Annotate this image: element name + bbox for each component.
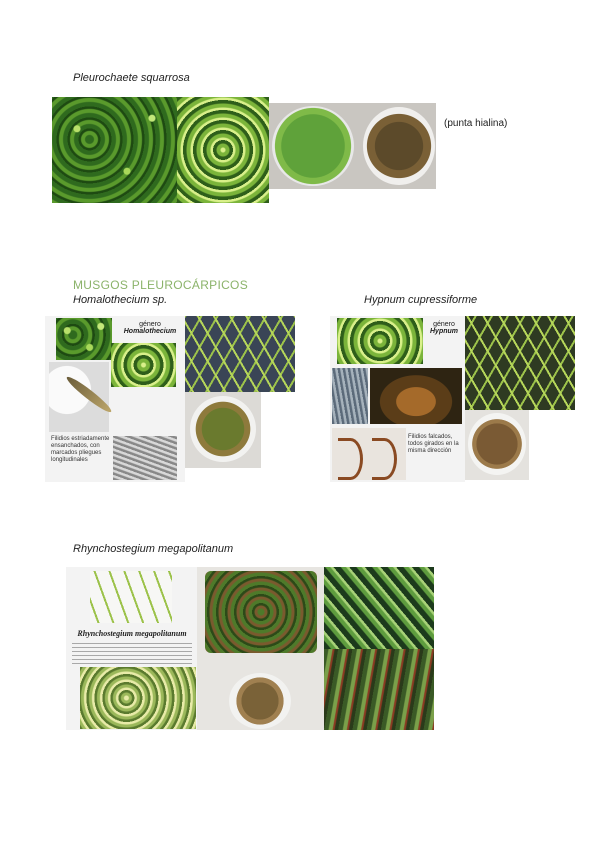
homalothecium-petri-dish <box>190 396 256 462</box>
hypnum-falcate-photo <box>370 368 462 424</box>
hypnum-card-photo-1 <box>337 318 423 364</box>
hypnum-card-genus <box>424 321 464 335</box>
rhynchostegium-card <box>66 567 197 730</box>
moss-photo-closeup <box>52 97 177 203</box>
homalothecium-frond-photo <box>185 316 295 392</box>
hypnum-dish-frame <box>465 410 529 480</box>
hypnum-frond-photo <box>465 316 575 410</box>
card-note: Filidios estriadamente ensanchados, con marcados pliegues longitudinales <box>51 436 110 463</box>
petri-dish-green <box>272 106 354 186</box>
leaf-shape <box>64 374 114 416</box>
rhynchostegium-tray <box>205 571 317 653</box>
hypnum-card-note: Filidios falcados, todos girados en la misma dirección <box>408 434 459 454</box>
moss-photo-rosettes <box>177 97 269 203</box>
homalothecium-dish-frame <box>185 392 261 468</box>
homalothecium-card <box>45 316 185 482</box>
genus-name: Hypnum <box>430 328 458 335</box>
rhynchostegium-closeup-photo <box>80 667 196 729</box>
rhynchostegium-dishes-photo <box>197 567 324 730</box>
card-genus-label <box>121 321 179 335</box>
hypnum-card <box>330 316 465 482</box>
petri-dish-brown <box>363 107 435 185</box>
species-title-homalothecium: Homalothecium sp. <box>73 294 168 306</box>
rhynchostegium-sporophyte-photo <box>324 649 434 730</box>
rhynchostegium-petri-dish <box>229 673 291 729</box>
card-cells-photo <box>113 436 177 480</box>
hypnum-cells-photo <box>332 368 368 424</box>
rhynchostegium-card-title: Rhynchostegium megapolitanum <box>77 629 187 638</box>
genus-name: Homalothecium <box>123 328 177 335</box>
hypnum-petri-dish <box>468 413 526 475</box>
genus-word: género <box>433 321 455 328</box>
hypnum-leaves-photo <box>332 428 406 480</box>
rhynchostegium-leaves-photo <box>324 567 434 649</box>
petri-dish-photo <box>269 103 436 189</box>
species-title-rhynchostegium: Rhynchostegium megapolitanum <box>73 543 234 555</box>
card-micro-photo <box>49 362 109 432</box>
genus-word: género <box>139 321 161 328</box>
rhynchostegium-specimen-photo <box>90 571 172 623</box>
card-photo-1 <box>56 318 112 360</box>
leaf-shape-2 <box>372 438 397 480</box>
leaf-shape-1 <box>338 438 363 480</box>
hyaline-tip-note: (punta hialina) <box>444 118 508 129</box>
rhynchostegium-card-text <box>72 643 192 665</box>
card-photo-2 <box>111 343 176 387</box>
species-title-pleurochaete: Pleurochaete squarrosa <box>73 72 190 84</box>
species-title-hypnum: Hypnum cupressiforme <box>364 294 478 306</box>
section-heading: MUSGOS PLEUROCÁRPICOS <box>73 278 248 292</box>
